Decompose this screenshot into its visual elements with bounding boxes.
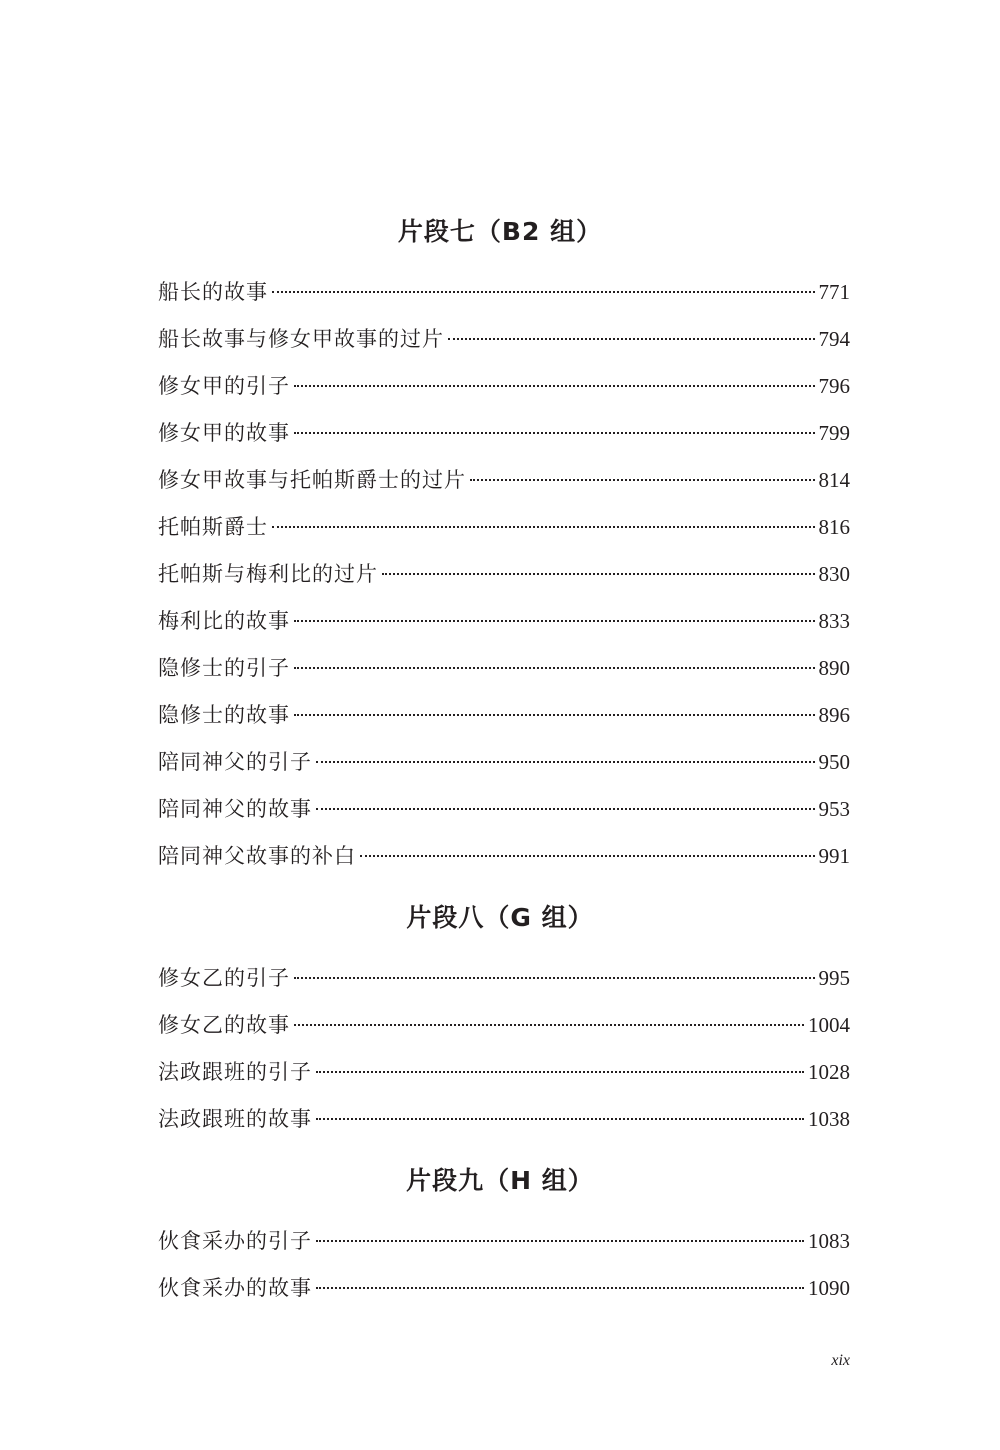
toc-entry-title: 修女甲的引子 [158, 374, 290, 398]
toc-entry-title: 陪同神父故事的补白 [158, 844, 356, 868]
toc-entry-title: 修女乙的引子 [158, 966, 290, 990]
toc-entry-title: 托帕斯与梅利比的过片 [158, 562, 378, 586]
toc-entry[interactable] [158, 793, 850, 825]
section-heading: 片段七（B2 组） [397, 217, 603, 246]
toc-entry-page: 953 [818, 797, 850, 821]
section-heading: 片段九（H 组） [406, 1166, 594, 1195]
toc-entry[interactable] [158, 323, 850, 355]
toc-entry-page: 830 [818, 562, 850, 586]
dot-leader [448, 338, 815, 340]
toc-entry-page: 1038 [808, 1107, 850, 1131]
toc-entry[interactable] [158, 1103, 850, 1135]
toc-entry-page: 799 [818, 421, 850, 445]
toc-entry-title: 隐修士的引子 [158, 656, 290, 680]
toc-entry-title: 梅利比的故事 [158, 609, 290, 633]
dot-leader [294, 432, 815, 434]
toc-entry[interactable] [158, 699, 850, 731]
dot-leader [316, 1118, 804, 1120]
toc-entry-title: 船长的故事 [158, 280, 268, 304]
dot-leader [316, 761, 815, 763]
dot-leader [272, 526, 815, 528]
toc-entry-title: 船长故事与修女甲故事的过片 [158, 327, 444, 351]
toc-entry[interactable] [158, 1272, 850, 1304]
dot-leader [360, 855, 815, 857]
toc-entry-page: 991 [818, 844, 850, 868]
toc-entry-page: 814 [818, 468, 850, 492]
toc-entry-title: 修女乙的故事 [158, 1013, 290, 1037]
toc-entry-page: 816 [818, 515, 850, 539]
toc-entry-page: 1004 [808, 1013, 850, 1037]
toc-entry-page: 896 [818, 703, 850, 727]
dot-leader [294, 977, 815, 979]
toc-entry-title: 伙食采办的故事 [158, 1276, 312, 1300]
dot-leader [294, 714, 815, 716]
toc-entry-title: 托帕斯爵士 [158, 515, 268, 539]
toc-entry[interactable] [158, 276, 850, 308]
toc-entry[interactable] [158, 1225, 850, 1257]
dot-leader [294, 385, 815, 387]
dot-leader [272, 291, 815, 293]
toc-entry[interactable] [158, 1056, 850, 1088]
dot-leader [316, 1287, 804, 1289]
toc-entry-page: 950 [818, 750, 850, 774]
toc-entry[interactable] [158, 746, 850, 778]
toc-entry-title: 修女甲的故事 [158, 421, 290, 445]
toc-entry-page: 1090 [808, 1276, 850, 1300]
toc-entry[interactable] [158, 511, 850, 543]
toc-entry-title: 修女甲故事与托帕斯爵士的过片 [158, 468, 466, 492]
toc-entry[interactable] [158, 962, 850, 994]
toc-entry[interactable] [158, 1009, 850, 1041]
page-folio: xix [831, 1352, 850, 1369]
toc-entry-page: 796 [818, 374, 850, 398]
dot-leader [294, 1024, 804, 1026]
toc-entry[interactable] [158, 464, 850, 496]
toc-entry[interactable] [158, 417, 850, 449]
toc-entry-page: 1028 [808, 1060, 850, 1084]
dot-leader [316, 808, 815, 810]
toc-entry-page: 794 [818, 327, 850, 351]
toc-entry-title: 法政跟班的引子 [158, 1060, 312, 1084]
toc-entry-page: 833 [818, 609, 850, 633]
toc-entry[interactable] [158, 840, 850, 872]
toc-entry[interactable] [158, 652, 850, 684]
toc-entry-page: 1083 [808, 1229, 850, 1253]
toc-entry-title: 陪同神父的引子 [158, 750, 312, 774]
toc-entry-title: 伙食采办的引子 [158, 1229, 312, 1253]
dot-leader [294, 667, 815, 669]
toc-entry-page: 995 [818, 966, 850, 990]
section-heading: 片段八（G 组） [406, 903, 594, 932]
toc-entry[interactable] [158, 558, 850, 590]
toc-entry[interactable] [158, 370, 850, 402]
toc-entry-page: 771 [818, 280, 850, 304]
toc-entry-page: 890 [818, 656, 850, 680]
dot-leader [294, 620, 815, 622]
toc-entry-title: 陪同神父的故事 [158, 797, 312, 821]
dot-leader [316, 1071, 804, 1073]
dot-leader [316, 1240, 804, 1242]
toc-entry-title: 法政跟班的故事 [158, 1107, 312, 1131]
dot-leader [470, 479, 815, 481]
dot-leader [382, 573, 815, 575]
toc-entry[interactable] [158, 605, 850, 637]
toc-entry-title: 隐修士的故事 [158, 703, 290, 727]
